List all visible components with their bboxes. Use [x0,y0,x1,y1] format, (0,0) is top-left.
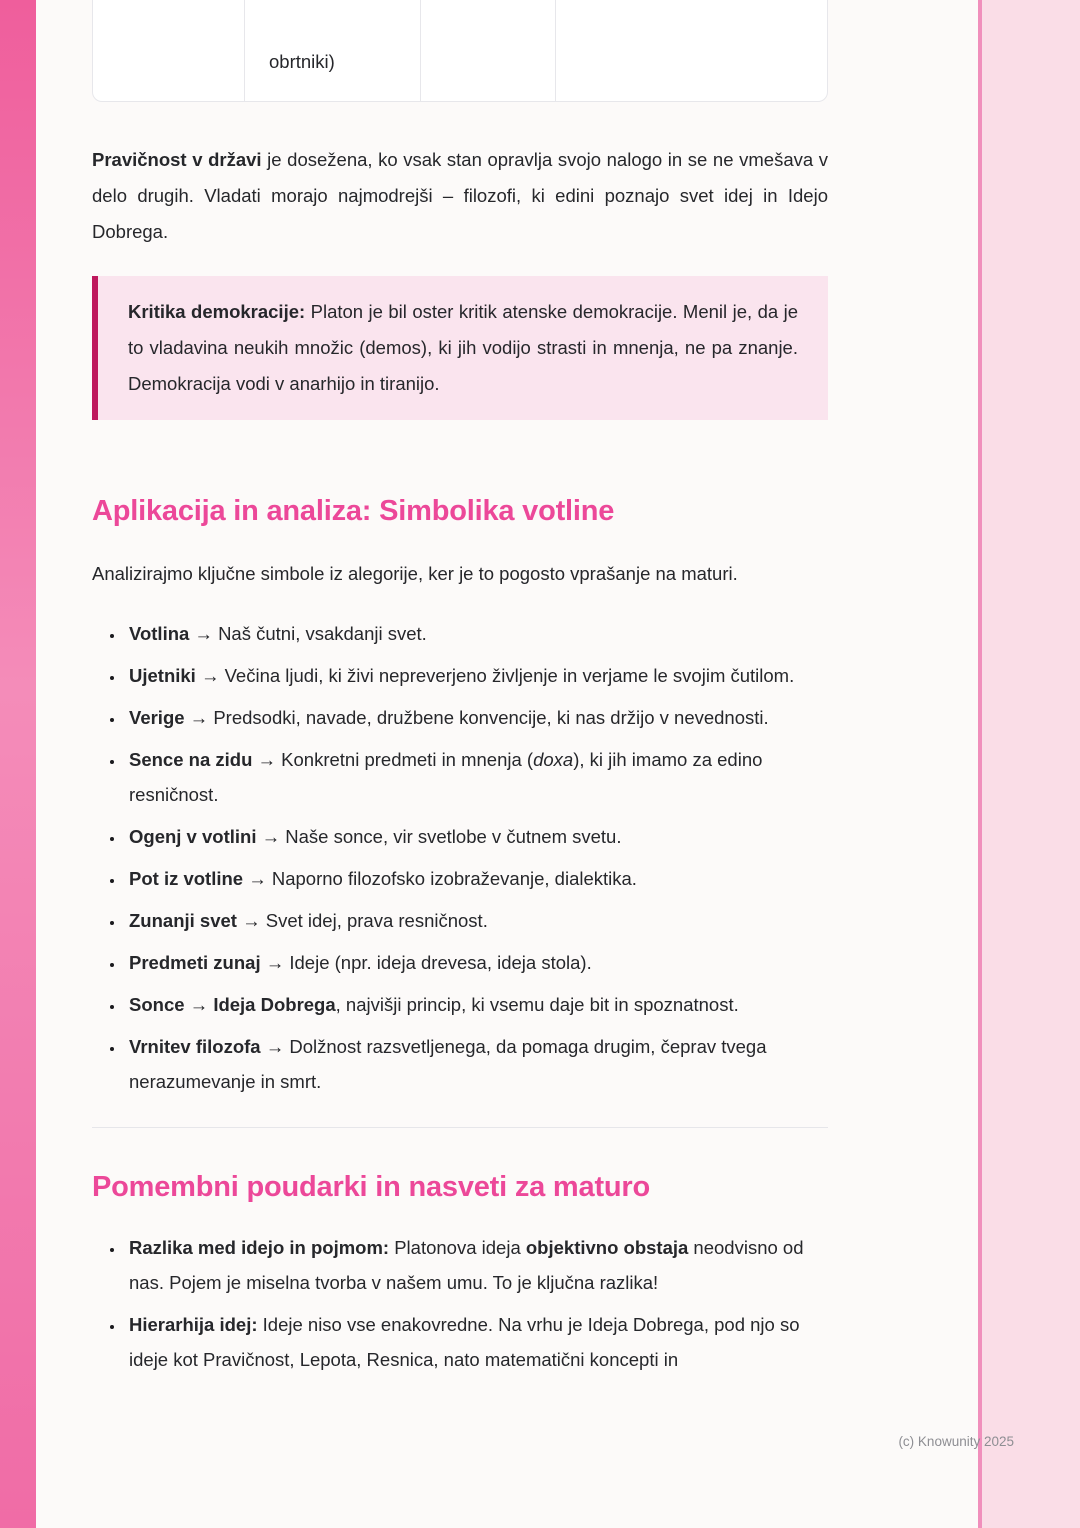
callout-text [128,294,798,402]
bold-text: Pot iz votline [129,868,244,889]
text-run: Platon je bil oster kritik atenske demokracije. Menil je, da je to vladavina neukih množic (demos), ki jih vodijo strasti in mnenja, ne pa znanje. Demokracija vodi v anarhijo in tiranijo. [128,301,798,394]
text-run: → Naporno filozofsko izobraževanje, dialektika. [243,868,637,889]
list-item [125,861,828,896]
bold-text: Razlika med idejo in pojmom: [129,1237,390,1258]
callout-box [92,276,828,420]
bold-text: objektivno obstaja [525,1237,689,1258]
symbol-list [92,616,828,1099]
text-run: je dosežena, ko vsak stan opravlja svojo nalogo in se ne vmešava v delo drugih. Vladati morajo najmodrejši – filozofi, ki edini poznajo svet idej in Idejo Dobrega. [92,149,828,242]
list-item [125,1307,828,1377]
bold-text: Sence na zidu [129,749,253,770]
table-cell [421,0,556,101]
bold-text: Sonce [129,994,185,1015]
content-column [92,0,828,1377]
text-run: → Konkretni predmeti in mnenja ( [252,749,534,770]
table-cell [93,0,245,101]
section-title-simbolika-votline: Aplikacija in analiza: Simbolika votline [92,495,615,527]
table-fragment [92,0,828,102]
text-run: → Naše sonce, vir svetlobe v čutnem svetu. [256,826,622,847]
left-accent-bar [0,0,36,1528]
list-item [125,1230,828,1300]
table-cell [556,0,827,101]
text-run: → Ideje (npr. ideja drevesa, ideja stola). [260,952,592,973]
text-run: ), ki jih imamo za edino resničnost. [129,749,763,805]
list-item [125,616,828,651]
list-item [125,945,828,980]
section-title-poudarki: Pomembni poudarki in nasveti za maturo [92,1171,651,1203]
text-run: neodvisno od nas. Pojem je miselna tvorba v našem umu. To je ključna razlika! [129,1237,804,1293]
section-divider [92,1127,828,1128]
bold-text: Verige [129,707,185,728]
table-cell: obrtniki) [245,0,421,101]
bold-text: Ideja Dobrega [213,994,336,1015]
list-item [125,658,828,693]
bold-text: Ujetniki [129,665,196,686]
text-run: → Svet idej, prava resničnost. [236,910,488,931]
right-accent-stripe [978,0,1080,1528]
bold-text: Votlina [129,623,190,644]
text-run: Ideje niso vse enakovredne. Na vrhu je Ideja Dobrega, pod njo so ideje kot Pravičnost, Lepota, Resnica, nato matematični koncepti in [129,1314,800,1370]
list-item [125,819,828,854]
italic-text: doxa [533,749,574,770]
text-run: → [184,994,214,1015]
list-item [125,700,828,735]
list-item [125,987,828,1022]
text-run: Platonova ideja [389,1237,526,1258]
intro-paragraph [92,142,828,250]
text-run: → Dolžnost razsvetljenega, da pomaga drugim, čeprav tvega nerazumevanje in smrt. [129,1036,767,1092]
tips-list [92,1230,828,1377]
section1-intro: Analizirajmo ključne simbole iz alegorije, ker je to pogosto vprašanje na maturi. [92,563,738,584]
bold-text: Pravičnost v državi [92,149,262,170]
text-run: → Naš čutni, vsakdanji svet. [189,623,427,644]
bold-text: Predmeti zunaj [129,952,261,973]
bold-text: Vrnitev filozofa [129,1036,261,1057]
bold-text: Zunanji svet [129,910,237,931]
bold-text: Ogenj v votlini [129,826,257,847]
watermark: (c) Knowunity 2025 [898,1434,1014,1449]
text-run: → Večina ljudi, ki živi nepreverjeno življenje in verjame le svojim čutilom. [195,665,795,686]
bold-text: Hierarhija idej: [129,1314,258,1335]
bold-text: Kritika demokracije: [128,301,306,322]
list-item [125,742,828,812]
list-item [125,903,828,938]
text-run: , najvišji princip, ki vsemu daje bit in spoznatnost. [335,994,739,1015]
text-run: → Predsodki, navade, družbene konvencije, ki nas držijo v nevednosti. [184,707,769,728]
list-item [125,1029,828,1099]
